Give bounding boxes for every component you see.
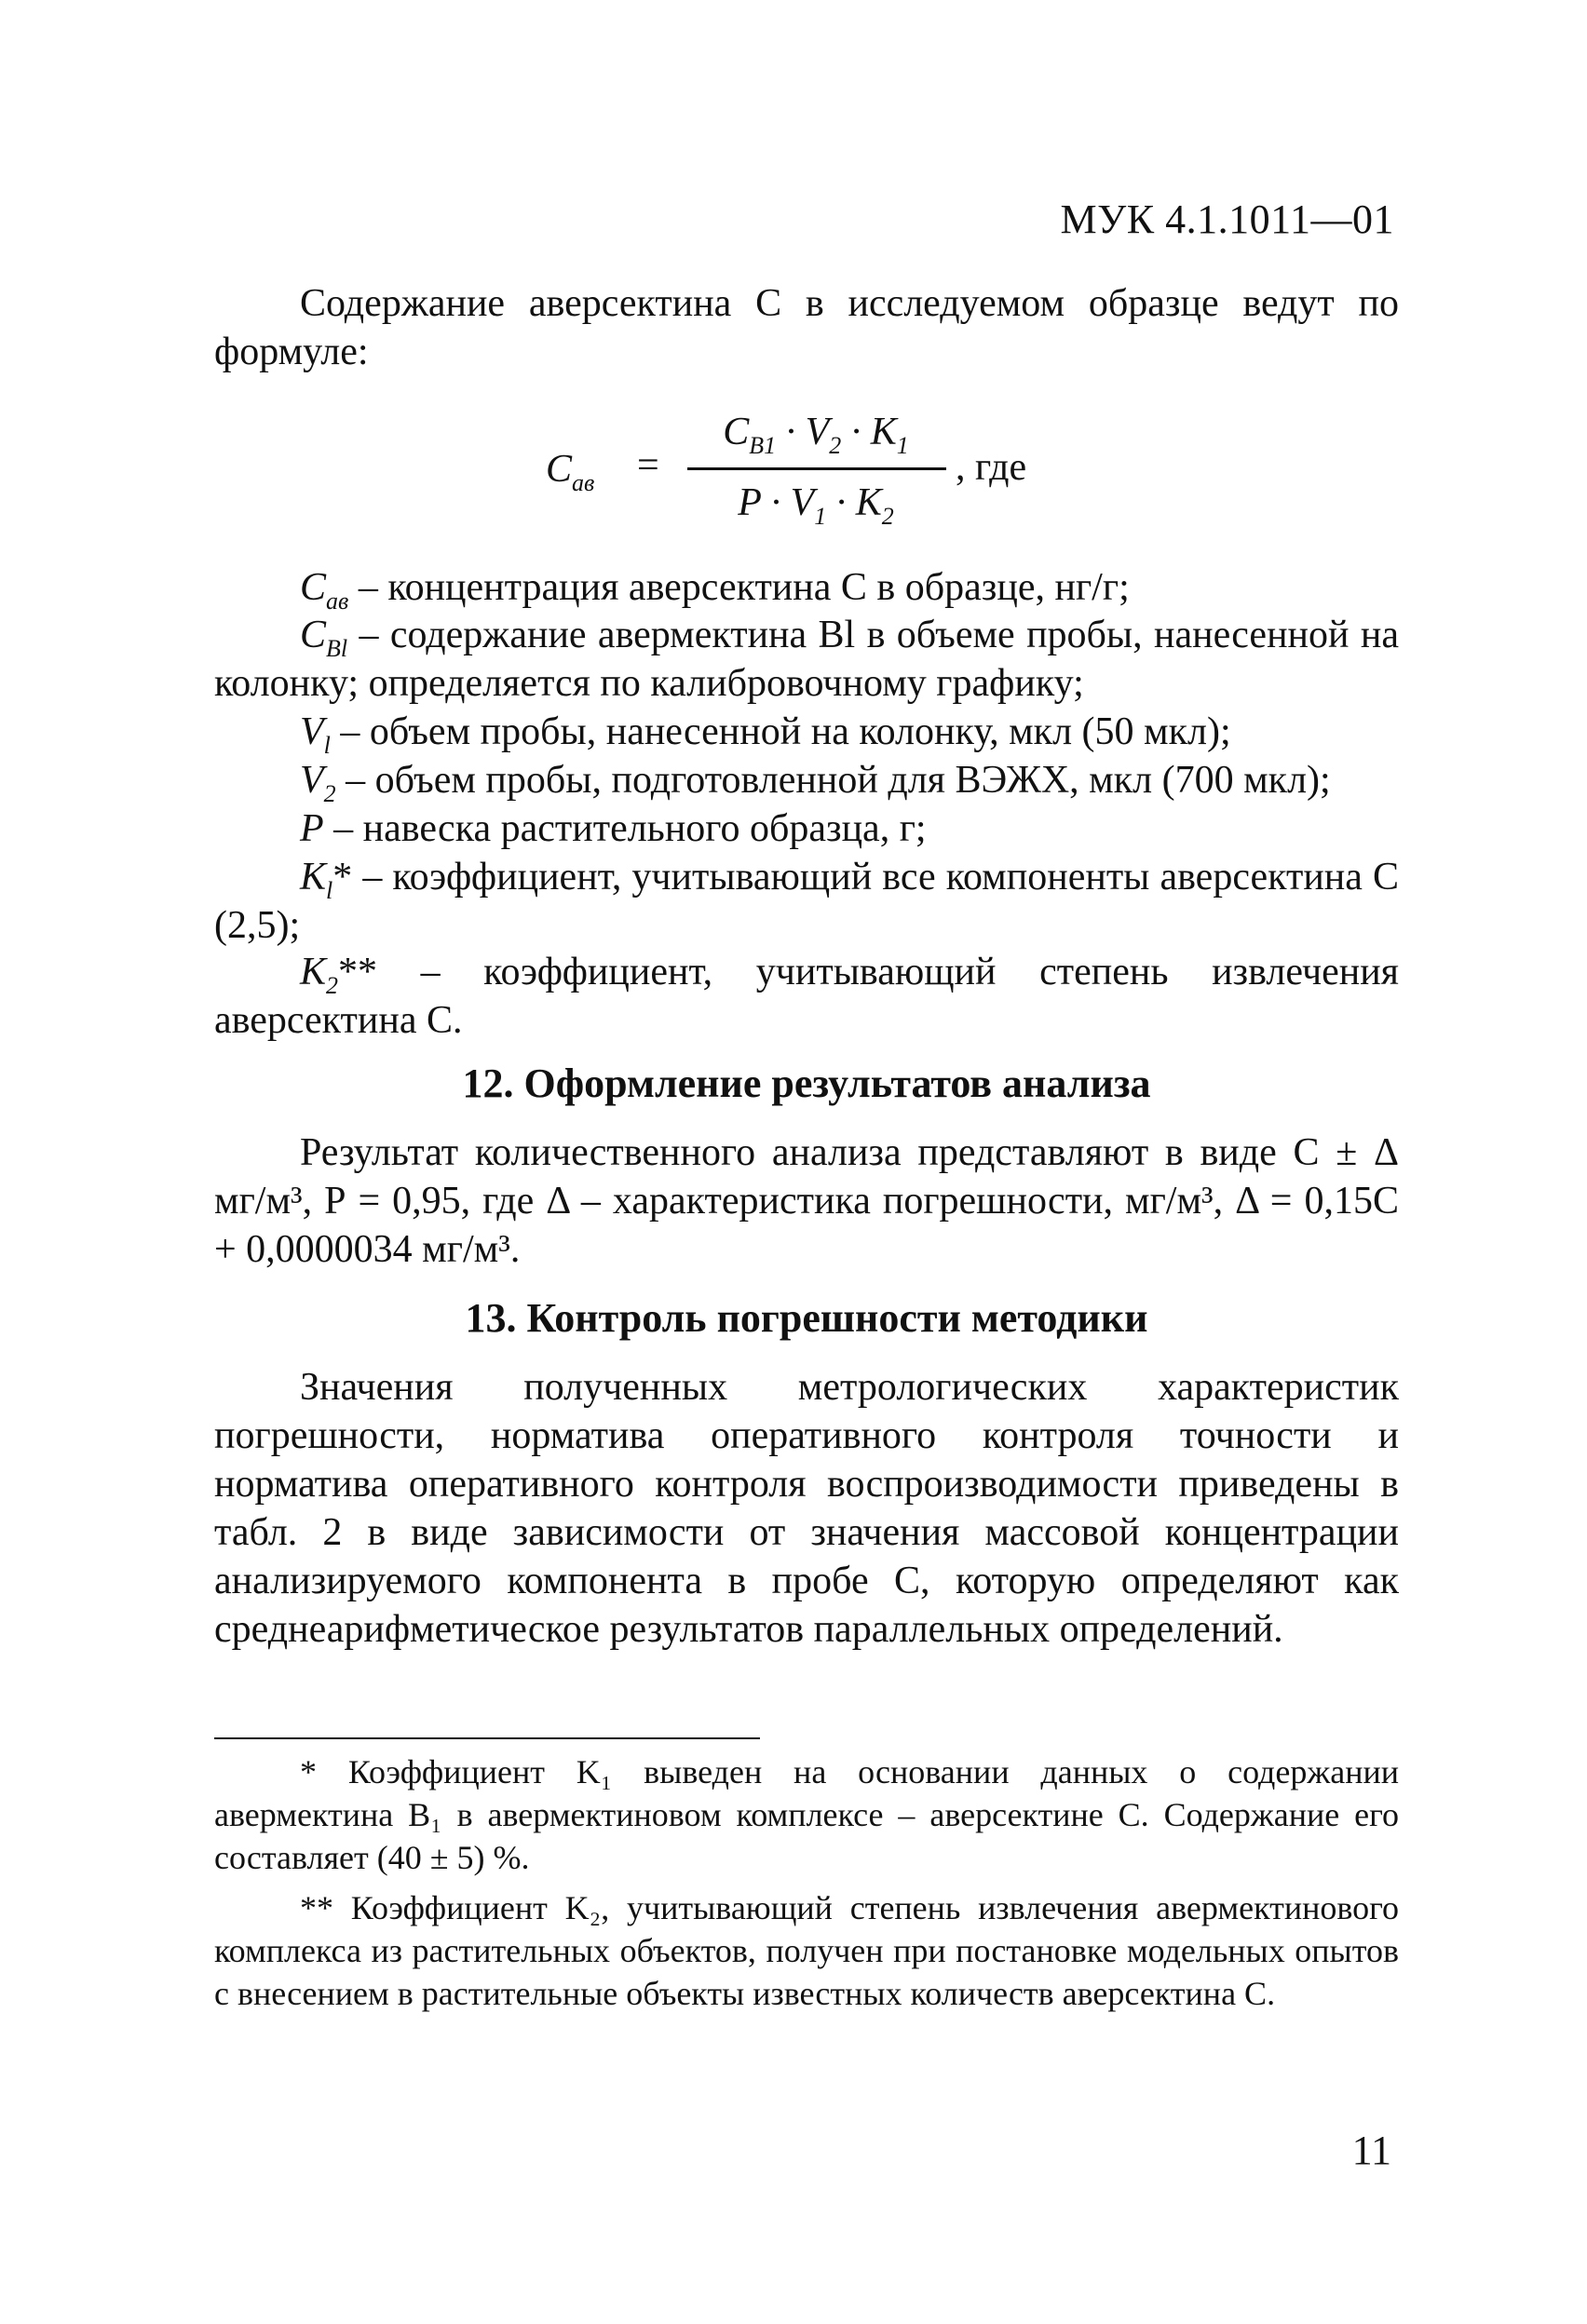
footnote-2: ** Коэффициент K₂, учитывающий степень извлечения авермектинового комплекса из растительных объектов, получен при постановке модельных опытов с внесением в растительные объекты известных количеств аверсектина С. [214, 1889, 1399, 2012]
formula-lhs: $C_{ав}$ [546, 448, 595, 496]
formula-suffix: , где [956, 446, 1027, 489]
definition-item: P – навеска растительного образца, г; [300, 807, 927, 850]
section-12-heading: 12. Оформление результатов анализа [462, 1061, 1151, 1106]
footnote-1: * Коэффициент K₁ выведен на основании данных о содержании авермектина B₁ в авермектиновом комплексе – аверсектине С. Содержание его составляет (40 ± 5) %. [214, 1753, 1399, 1876]
intro-paragraph [214, 279, 1399, 376]
fraction-bar [687, 467, 946, 470]
definition-item: $V_2$ – объем пробы, подготовленной для ВЭЖХ, мкл (700 мкл); [300, 759, 1331, 807]
definition-item: $C_{Bl}$ – содержание авермектина Bl в объеме пробы, нанесенной на колонку; определяется по калибровочному графику; [214, 614, 1399, 705]
concentration-formula [546, 400, 1067, 549]
section-13-paragraph: Значения полученных метрологических характеристик погрешности, норматива оперативного контроля точности и норматива оперативного контроля воспроизводимости приведены в табл. 2 в виде зависимости от значения массовой концентрации анализируемого компонента в пробе С, которую определяют как среднеарифметическое результатов параллельных определений. [214, 1366, 1399, 1651]
formula-numerator: $C_{B1} \cdot V_2 \cdot K_1$ [723, 411, 909, 459]
formula-denominator: $P \cdot V_1 \cdot K_2$ [738, 481, 894, 530]
definition-item: $K_l*$ – коэффициент, учитывающий все компоненты аверсектина С (2,5); [214, 856, 1399, 947]
intro-text: Содержание аверсектина С в исследуемом образце ведут по формуле: [214, 282, 1399, 373]
section-13-heading: 13. Контроль погрешности методики [465, 1295, 1148, 1341]
definition-item: $V_l$ – объем пробы, нанесенной на колонку, мкл (50 мкл); [300, 710, 1231, 759]
definition-item: $K_2**$ – коэффициент, учитывающий степень извлечения аверсектина С. [214, 951, 1399, 1042]
document-code-header: МУК 4.1.1011—01 [1060, 196, 1394, 242]
formula-equals: = [637, 444, 659, 487]
section-12-paragraph: Результат количественного анализа представляют в виде С ± Δ мг/м³, Р = 0,95, где Δ – характеристика погрешности, мг/м³, Δ = 0,15С + 0,0000034 мг/м³. [214, 1131, 1399, 1271]
page-number: 11 [1351, 2128, 1391, 2173]
footnote-separator [214, 1737, 760, 1739]
definition-item: $C_{ав}$ – концентрация аверсектина С в образце, нг/г; [300, 566, 1130, 615]
